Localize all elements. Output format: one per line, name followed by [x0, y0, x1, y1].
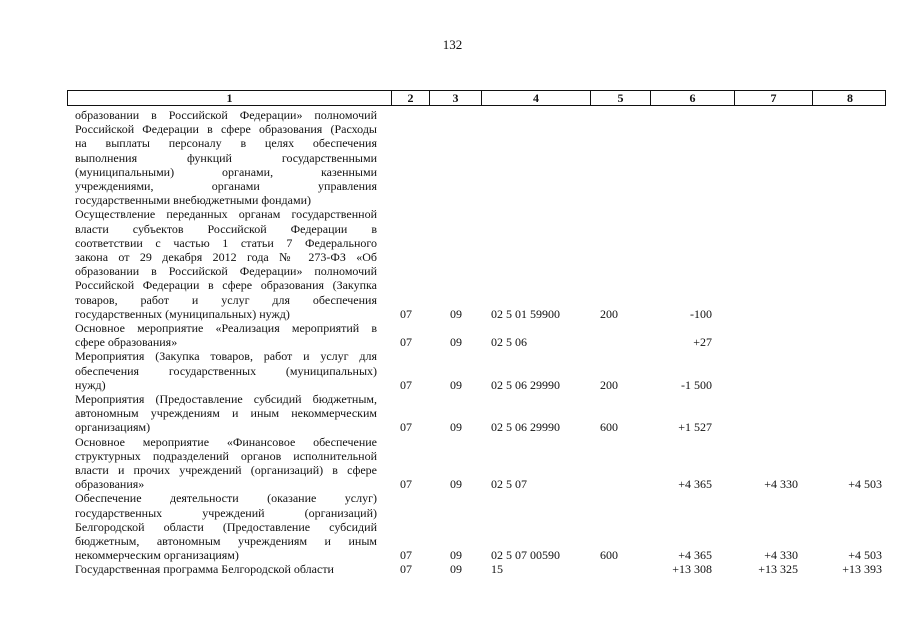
row-description-line: Мероприятия (Закупка товаров, работ и услуг для: [75, 349, 377, 364]
cell-c3: 09: [450, 377, 462, 392]
cell-c2: 07: [400, 377, 412, 392]
cell-c4: 02 5 07: [491, 477, 527, 492]
row-description-line: соответствии с частью 1 статьи 7 Федерального: [75, 235, 377, 250]
cell-c6: +13 308: [672, 562, 712, 577]
cell-c6: -1 500: [681, 377, 712, 392]
cell-c3: 09: [450, 335, 462, 350]
row-description-line: закона от 29 декабря 2012 года № 273-ФЗ «Об: [75, 250, 377, 264]
header-col-5: 5: [590, 91, 650, 105]
row-description-line: на выплаты персоналу в целях обеспечения: [75, 136, 377, 151]
row-description-line: Основное мероприятие «Реализация мероприятий в: [75, 321, 377, 335]
cell-c2: 07: [400, 420, 412, 435]
cell-c3: 09: [450, 562, 462, 577]
row-description-line: Осуществление переданных органам государственной: [75, 207, 377, 222]
row-description: [75, 207, 377, 321]
row-description-line: Основное мероприятие «Финансовое обеспечение: [75, 434, 377, 449]
row-description-line: образования»: [75, 477, 145, 492]
row-description: [75, 435, 377, 492]
row-description-line: организациям): [75, 420, 151, 435]
row-description-line: власти и прочих учреждений (организаций) в сфере: [75, 463, 377, 477]
header-col-8: 8: [812, 91, 887, 105]
cell-c6: +27: [693, 335, 712, 350]
cell-c5: 600: [600, 548, 618, 563]
cell-c6: +4 365: [678, 477, 712, 492]
cell-c4: 02 5 06 29990: [491, 420, 560, 435]
row-description-line: Белгородской области (Предоставление субсидий: [75, 519, 377, 534]
row-description-line: автономным учреждениям и иным некоммерческим: [75, 406, 377, 421]
cell-c4: 02 5 07 00590: [491, 548, 560, 563]
cell-c8: +13 393: [842, 562, 882, 577]
row-description: [75, 491, 377, 562]
cell-c2: 07: [400, 477, 412, 492]
row-description: [75, 321, 377, 349]
row-description-line: образовании в Российской Федерации» полномочий: [75, 264, 377, 279]
header-col-6: 6: [650, 91, 734, 105]
cell-c3: 09: [450, 420, 462, 435]
cell-c3: 09: [450, 306, 462, 321]
row-description-line: некоммерческим организациям): [75, 548, 239, 563]
row-description-line: государственных учреждений (организаций): [75, 505, 377, 520]
row-description-line: структурных подразделений органов исполнительной: [75, 448, 377, 463]
row-description-line: власти субъектов Российской Федерации в: [75, 221, 377, 236]
cell-c5: 200: [600, 377, 618, 392]
row-description: [75, 108, 377, 207]
row-description-line: нужд): [75, 377, 106, 392]
cell-c5: 200: [600, 306, 618, 321]
cell-c2: 07: [400, 335, 412, 350]
row-description-line: выполнения функций государственными: [75, 150, 377, 165]
row-description: [75, 562, 377, 576]
cell-c3: 09: [450, 477, 462, 492]
cell-c8: +4 503: [848, 548, 882, 563]
row-description-line: сфере образования»: [75, 335, 178, 350]
row-description-line: Российской Федерации в сфере образования (Закупка: [75, 278, 377, 293]
row-description-line: (муниципальными) органами, казенными: [75, 164, 377, 179]
cell-c5: 600: [600, 420, 618, 435]
cell-c2: 07: [400, 562, 412, 577]
cell-c4: 02 5 06 29990: [491, 377, 560, 392]
row-description-line: государственными внебюджетными фондами): [75, 193, 312, 208]
cell-c2: 07: [400, 548, 412, 563]
cell-c8: +4 503: [848, 477, 882, 492]
row-description-line: бюджетным, автономным учреждениям и иным: [75, 534, 377, 548]
row-description-line: Обеспечение деятельности (оказание услуг): [75, 491, 377, 506]
cell-c7: +13 325: [758, 562, 798, 577]
row-description-line: образовании в Российской Федерации» полномочий: [75, 108, 377, 122]
page-number: 132: [442, 37, 463, 52]
header-col-7: 7: [734, 91, 812, 105]
row-description-line: Государственная программа Белгородской области: [75, 562, 334, 577]
row-description-line: учреждениями, органами управления: [75, 179, 377, 194]
cell-c4: 02 5 06: [491, 335, 527, 350]
row-description-line: Российской Федерации в сфере образования (Расходы: [75, 122, 377, 137]
row-description-line: обеспечения государственных (муниципальных): [75, 363, 377, 378]
cell-c7: +4 330: [764, 477, 798, 492]
cell-c6: +1 527: [678, 420, 712, 435]
cell-c7: +4 330: [764, 548, 798, 563]
row-description-line: Мероприятия (Предоставление субсидий бюджетным,: [75, 392, 377, 406]
row-description: [75, 392, 377, 435]
row-description-line: государственных (муниципальных) нужд): [75, 306, 290, 321]
cell-c2: 07: [400, 306, 412, 321]
cell-c6: -100: [690, 306, 712, 321]
header-col-2: 2: [391, 91, 429, 105]
header-col-4: 4: [481, 91, 590, 105]
header-col-3: 3: [429, 91, 481, 105]
cell-c4: 02 5 01 59900: [491, 306, 560, 321]
cell-c4: 15: [491, 562, 503, 577]
cell-c3: 09: [450, 548, 462, 563]
row-description-line: товаров, работ и услуг для обеспечения: [75, 292, 377, 307]
cell-c6: +4 365: [678, 548, 712, 563]
row-description: [75, 349, 377, 392]
header-col-1: 1: [226, 91, 233, 105]
